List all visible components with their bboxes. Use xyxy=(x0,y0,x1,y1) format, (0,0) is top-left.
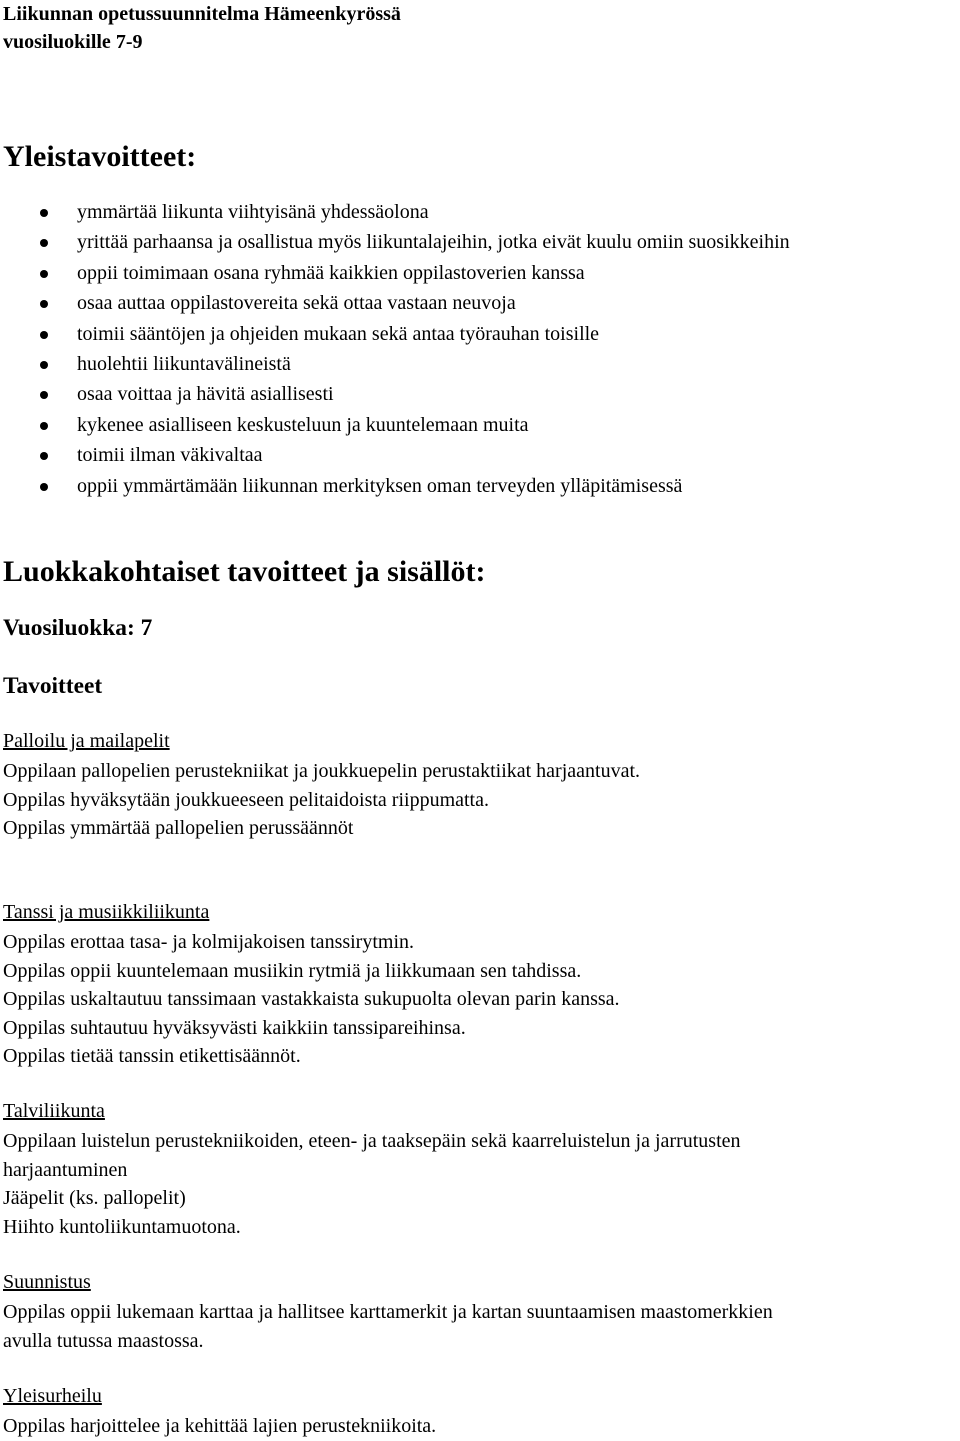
bullet-icon xyxy=(40,483,48,491)
section-line: harjaantuminen xyxy=(3,1158,128,1181)
list-item-text: kykenee asialliseen keskusteluun ja kuuntelemaan muita xyxy=(77,413,529,436)
class-goals-heading: Luokkakohtaiset tavoitteet ja sisällöt: xyxy=(3,555,486,588)
section-title: Yleisurheilu xyxy=(3,1385,102,1407)
section-line: Hiihto kuntoliikuntamuotona. xyxy=(3,1215,241,1238)
list-item xyxy=(3,471,960,501)
list-item xyxy=(3,227,960,257)
list-item xyxy=(3,197,960,227)
section-yleisurheilu xyxy=(3,1382,960,1441)
section-suunnistus xyxy=(3,1268,960,1355)
list-item-text: toimii sääntöjen ja ohjeiden mukaan sekä antaa työrauhan toisille xyxy=(77,322,600,345)
section-tanssi xyxy=(3,898,960,1071)
list-item xyxy=(3,349,960,379)
list-item-text: ymmärtää liikunta viihtyisänä yhdessäolona xyxy=(77,201,429,223)
section-line: Oppilas suhtautuu hyväksyvästi kaikkiin tanssipareihinsa. xyxy=(3,1016,466,1039)
section-line: Oppilas oppii kuuntelemaan musiikin rytmiä ja liikkumaan sen tahdissa. xyxy=(3,959,582,982)
bullet-icon xyxy=(40,270,48,278)
list-item xyxy=(3,288,960,318)
section-title: Talviliikunta xyxy=(3,1100,105,1122)
section-line: Oppilas erottaa tasa- ja kolmijakoisen tanssirytmin. xyxy=(3,931,415,953)
section-line: avulla tutussa maastossa. xyxy=(3,1329,204,1352)
list-item xyxy=(3,319,960,349)
section-title: Tanssi ja musiikkiliikunta xyxy=(3,901,210,923)
title-line-1: Liikunnan opetussuunnitelma Hämeenkyrössä xyxy=(3,3,401,25)
bullet-icon xyxy=(40,452,48,460)
section-palloilu xyxy=(3,727,960,843)
list-item xyxy=(3,440,960,470)
section-line: Oppilas hyväksytään joukkueeseen pelitaidoista riippumatta. xyxy=(3,788,489,811)
list-item xyxy=(3,379,960,409)
section-line: Oppilas tietää tanssin etikettisäännöt. xyxy=(3,1045,301,1067)
section-line: Oppilas harjoittelee ja kehittää lajien perustekniikoita. xyxy=(3,1415,437,1437)
list-item-text: huolehtii liikuntavälineistä xyxy=(77,352,291,375)
document-page xyxy=(3,0,960,1437)
section-talviliikunta xyxy=(3,1097,960,1241)
list-item-text: osaa auttaa oppilastovereita sekä ottaa vastaan neuvoja xyxy=(77,292,516,315)
list-item-text: oppii ymmärtämään liikunnan merkityksen oman terveyden ylläpitämisessä xyxy=(77,474,683,497)
bullet-icon xyxy=(40,300,48,308)
document-title xyxy=(3,0,960,56)
list-item-text: osaa voittaa ja hävitä asiallisesti xyxy=(77,383,334,406)
bullet-icon xyxy=(40,209,48,217)
grade-heading: Vuosiluokka: 7 xyxy=(3,615,153,641)
general-goals-list xyxy=(3,197,960,501)
section-line: Oppilas uskaltautuu tanssimaan vastakkaista sukupuolta olevan parin kanssa. xyxy=(3,988,620,1010)
list-item-text: oppii toimimaan osana ryhmää kaikkien oppilastoverien kanssa xyxy=(77,261,585,284)
section-line: Jääpelit (ks. pallopelit) xyxy=(3,1187,186,1209)
section-line: Oppilaan pallopelien perustekniikat ja joukkuepelin perustaktiikat harjaantuvat. xyxy=(3,760,641,782)
section-title: Suunnistus xyxy=(3,1271,91,1293)
bullet-icon xyxy=(40,391,48,399)
bullet-icon xyxy=(40,331,48,339)
section-line: Oppilas ymmärtää pallopelien perussäännöt xyxy=(3,817,354,839)
list-item xyxy=(3,258,960,288)
list-item-text: yrittää parhaansa ja osallistua myös liikuntalajeihin, jotka eivät kuulu omiin suosikkeihin xyxy=(77,231,790,254)
section-line: Oppilas oppii lukemaan karttaa ja hallitsee karttamerkit ja kartan suuntaamisen maastomerkkien xyxy=(3,1301,773,1323)
goals-heading: Tavoitteet xyxy=(3,673,103,699)
bullet-icon xyxy=(40,239,48,247)
section-line: Oppilaan luistelun perustekniikoiden, eteen- ja taaksepäin sekä kaarreluistelun ja jarrutusten xyxy=(3,1130,741,1152)
general-goals-heading: Yleistavoitteet: xyxy=(3,140,197,173)
section-title: Palloilu ja mailapelit xyxy=(3,730,170,752)
bullet-icon xyxy=(40,361,48,369)
title-line-2: vuosiluokille 7-9 xyxy=(3,31,143,53)
bullet-icon xyxy=(40,422,48,430)
list-item-text: toimii ilman väkivaltaa xyxy=(77,444,263,467)
list-item xyxy=(3,410,960,440)
